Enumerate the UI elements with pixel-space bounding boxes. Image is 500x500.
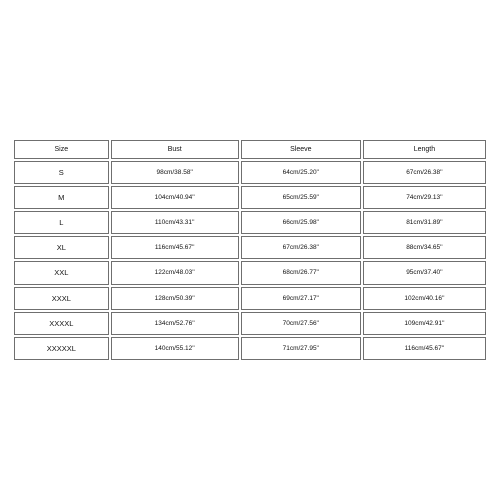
length-cell: 95cm/37.40'' — [363, 261, 486, 284]
bust-cell: 98cm/38.58'' — [111, 161, 239, 184]
length-cell: 74cm/29.13'' — [363, 186, 486, 209]
table-row — [14, 287, 486, 310]
table-row — [14, 211, 486, 234]
size-cell: XXL — [14, 261, 109, 284]
header-length: Length — [363, 140, 486, 159]
sleeve-cell: 65cm/25.59'' — [241, 186, 361, 209]
sleeve-cell: 67cm/26.38'' — [241, 236, 361, 259]
bust-cell: 140cm/55.12'' — [111, 337, 239, 360]
length-cell: 116cm/45.67'' — [363, 337, 486, 360]
length-cell: 109cm/42.91'' — [363, 312, 486, 335]
size-cell: M — [14, 186, 109, 209]
length-cell: 81cm/31.89'' — [363, 211, 486, 234]
size-cell: XL — [14, 236, 109, 259]
bust-cell: 134cm/52.76'' — [111, 312, 239, 335]
bust-cell: 128cm/50.39'' — [111, 287, 239, 310]
size-cell: L — [14, 211, 109, 234]
length-cell: 88cm/34.65'' — [363, 236, 486, 259]
size-cell: S — [14, 161, 109, 184]
sleeve-cell: 69cm/27.17'' — [241, 287, 361, 310]
bust-cell: 104cm/40.94'' — [111, 186, 239, 209]
header-bust: Bust — [111, 140, 239, 159]
size-cell: XXXXL — [14, 312, 109, 335]
table-row — [14, 236, 486, 259]
table-header-row — [14, 140, 486, 159]
size-cell: XXXL — [14, 287, 109, 310]
size-cell: XXXXXL — [14, 337, 109, 360]
bust-cell: 110cm/43.31'' — [111, 211, 239, 234]
table-row — [14, 312, 486, 335]
sleeve-cell: 70cm/27.56'' — [241, 312, 361, 335]
header-size: Size — [14, 140, 109, 159]
table-row — [14, 337, 486, 360]
length-cell: 102cm/40.16'' — [363, 287, 486, 310]
table-row — [14, 186, 486, 209]
table-row — [14, 161, 486, 184]
length-cell: 67cm/26.38'' — [363, 161, 486, 184]
bust-cell: 116cm/45.67'' — [111, 236, 239, 259]
header-sleeve: Sleeve — [241, 140, 361, 159]
bust-cell: 122cm/48.03'' — [111, 261, 239, 284]
sleeve-cell: 66cm/25.98'' — [241, 211, 361, 234]
sleeve-cell: 71cm/27.95'' — [241, 337, 361, 360]
sleeve-cell: 68cm/26.77'' — [241, 261, 361, 284]
sleeve-cell: 64cm/25.20'' — [241, 161, 361, 184]
size-chart-table — [12, 138, 488, 362]
table-row — [14, 261, 486, 284]
